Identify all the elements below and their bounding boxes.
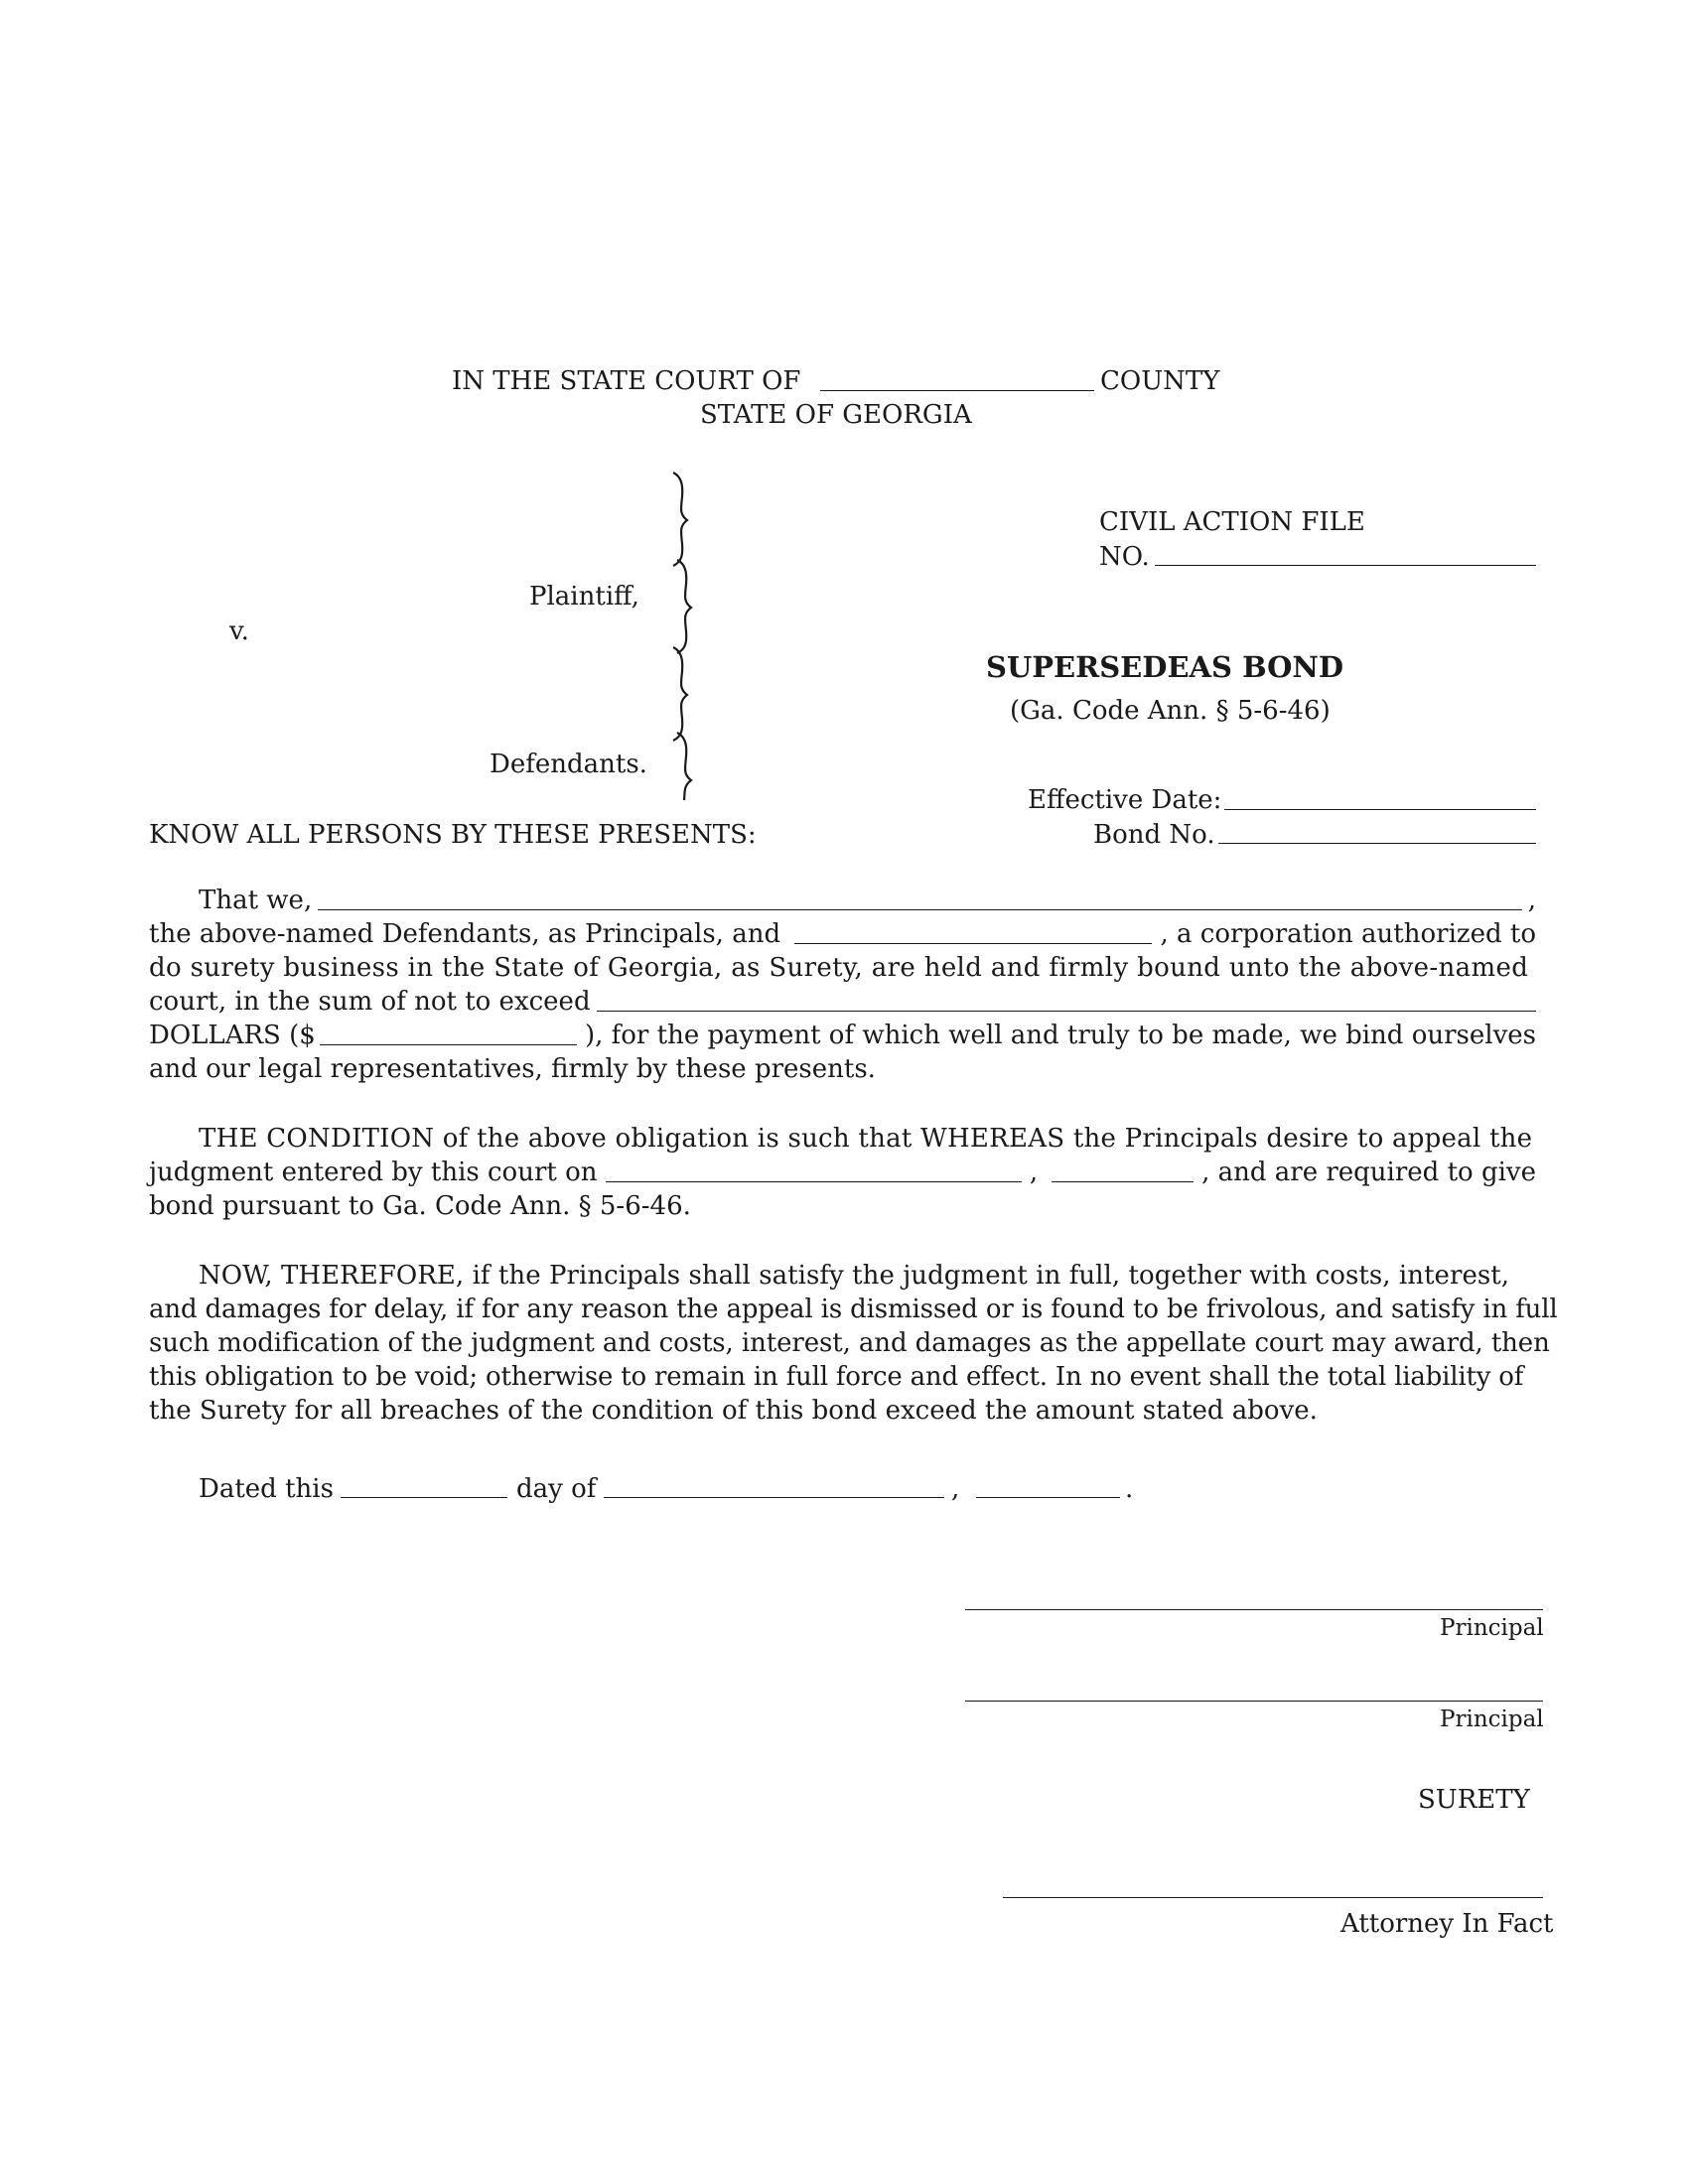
paragraph-1 — [149, 884, 1536, 1086]
effective-date-blank[interactable] — [1224, 809, 1536, 810]
p1-line-5 — [149, 1019, 1536, 1052]
principal-1-label: Principal — [1440, 1615, 1544, 1641]
p2-text-b-end: , and are required to give — [1201, 1158, 1536, 1187]
defendants-label: Defendants. — [490, 750, 647, 779]
p2-text-a: THE CONDITION of the above obligation is such that WHEREAS the Principals desire to appeal the — [199, 1124, 1533, 1154]
p3-line-4 — [149, 1360, 1536, 1394]
p1-text-a: That we, — [199, 886, 313, 915]
p3-line-1 — [149, 1259, 1536, 1293]
surety-name-blank[interactable] — [794, 943, 1152, 944]
plaintiff-label: Plaintiff, — [529, 582, 639, 612]
dated-prefix: Dated this — [199, 1474, 334, 1504]
p2-line-2 — [149, 1156, 1536, 1189]
p3-text-2: and damages for delay, if for any reason the appeal is dismissed or is found to be frivolous, and satisfy in full — [149, 1295, 1558, 1324]
p3-line-3 — [149, 1326, 1550, 1360]
p1-text-f: and our legal representatives, firmly by these presents. — [149, 1054, 876, 1084]
p1-line-6 — [149, 1052, 1536, 1086]
p1-line-2 — [149, 917, 1536, 951]
p2-text-b: judgment entered by this court on — [149, 1158, 598, 1187]
p3-text-5: the Surety for all breaches of the condition of this bond exceed the amount stated above. — [149, 1396, 1318, 1426]
versus-label: v. — [229, 616, 249, 646]
civil-action-no-label: NO. — [1099, 542, 1150, 572]
attorney-label: Attorney In Fact — [1340, 1909, 1554, 1939]
p1-text-b-end: , a corporation authorized to — [1160, 919, 1536, 949]
p1-text-c: do surety business in the State of Georgia, as Surety, are held and firmly bound unto the above-named — [149, 953, 1529, 983]
p3-text-1: NOW, THEREFORE, if the Principals shall satisfy the judgment in full, together with costs, interest, — [199, 1261, 1510, 1291]
county-blank[interactable] — [820, 390, 1094, 391]
civil-action-no-blank[interactable] — [1155, 565, 1536, 566]
court-prefix: IN THE STATE COURT OF — [452, 366, 801, 396]
bond-no-blank[interactable] — [1218, 843, 1536, 844]
p1-text-b: the above-named Defendants, as Principals, and — [149, 919, 781, 949]
bond-no-label: Bond No. — [1093, 820, 1215, 850]
dated-day-blank[interactable] — [341, 1497, 507, 1498]
p1-line-1 — [149, 884, 1536, 917]
dated-month-blank[interactable] — [604, 1497, 944, 1498]
judgment-year-blank[interactable] — [1052, 1181, 1194, 1182]
dated-period: . — [1125, 1474, 1134, 1504]
amount-figures-blank[interactable] — [320, 1044, 577, 1045]
bond-title: SUPERSEDEAS BOND — [986, 650, 1344, 684]
state-heading: STATE OF GEORGIA — [700, 400, 972, 430]
paragraph-3 — [149, 1259, 1558, 1428]
principal-1-signature-line[interactable] — [965, 1609, 1543, 1610]
amount-words-blank[interactable] — [597, 1011, 1536, 1012]
p1-text-a-end: , — [1527, 886, 1536, 915]
caption-braces — [667, 469, 703, 810]
brace-icon — [667, 469, 703, 806]
p1-text-d: court, in the sum of not to exceed — [149, 987, 591, 1017]
effective-date-label: Effective Date: — [1028, 785, 1222, 815]
court-suffix: COUNTY — [1100, 366, 1220, 396]
p3-line-5 — [149, 1394, 1536, 1428]
surety-label: SURETY — [1418, 1785, 1530, 1815]
principal-2-signature-line[interactable] — [965, 1701, 1543, 1702]
dated-day-of: day of — [516, 1474, 597, 1504]
p2-text-c: bond pursuant to Ga. Code Ann. § 5-6-46. — [149, 1191, 691, 1221]
dated-comma: , — [951, 1474, 960, 1504]
bond-citation: (Ga. Code Ann. § 5-6-46) — [1010, 696, 1331, 726]
intro-heading: KNOW ALL PERSONS BY THESE PRESENTS: — [149, 820, 757, 850]
p3-text-4: this obligation to be void; otherwise to remain in full force and effect. In no event shall the total liability of — [149, 1362, 1524, 1392]
p2-line-3 — [149, 1189, 1536, 1223]
p3-text-3: such modification of the judgment and costs, interest, and damages as the appellate court may award, then — [149, 1328, 1550, 1358]
p2-comma: , — [1029, 1158, 1039, 1187]
p1-line-4 — [149, 985, 1536, 1019]
attorney-signature-line[interactable] — [1003, 1897, 1543, 1898]
paragraph-2 — [149, 1122, 1536, 1223]
civil-action-label: CIVIL ACTION FILE — [1099, 507, 1365, 537]
p2-line-1 — [149, 1122, 1536, 1156]
p1-line-3 — [149, 951, 1536, 985]
principals-names-blank[interactable] — [318, 909, 1522, 910]
p1-text-e-end: ), for the payment of which well and truly to be made, we bind ourselves — [584, 1021, 1536, 1050]
principal-2-label: Principal — [1440, 1706, 1544, 1732]
dated-year-blank[interactable] — [976, 1497, 1120, 1498]
p3-line-2 — [149, 1293, 1558, 1326]
judgment-date-blank[interactable] — [606, 1181, 1022, 1182]
p1-text-e: DOLLARS ($ — [149, 1021, 316, 1050]
